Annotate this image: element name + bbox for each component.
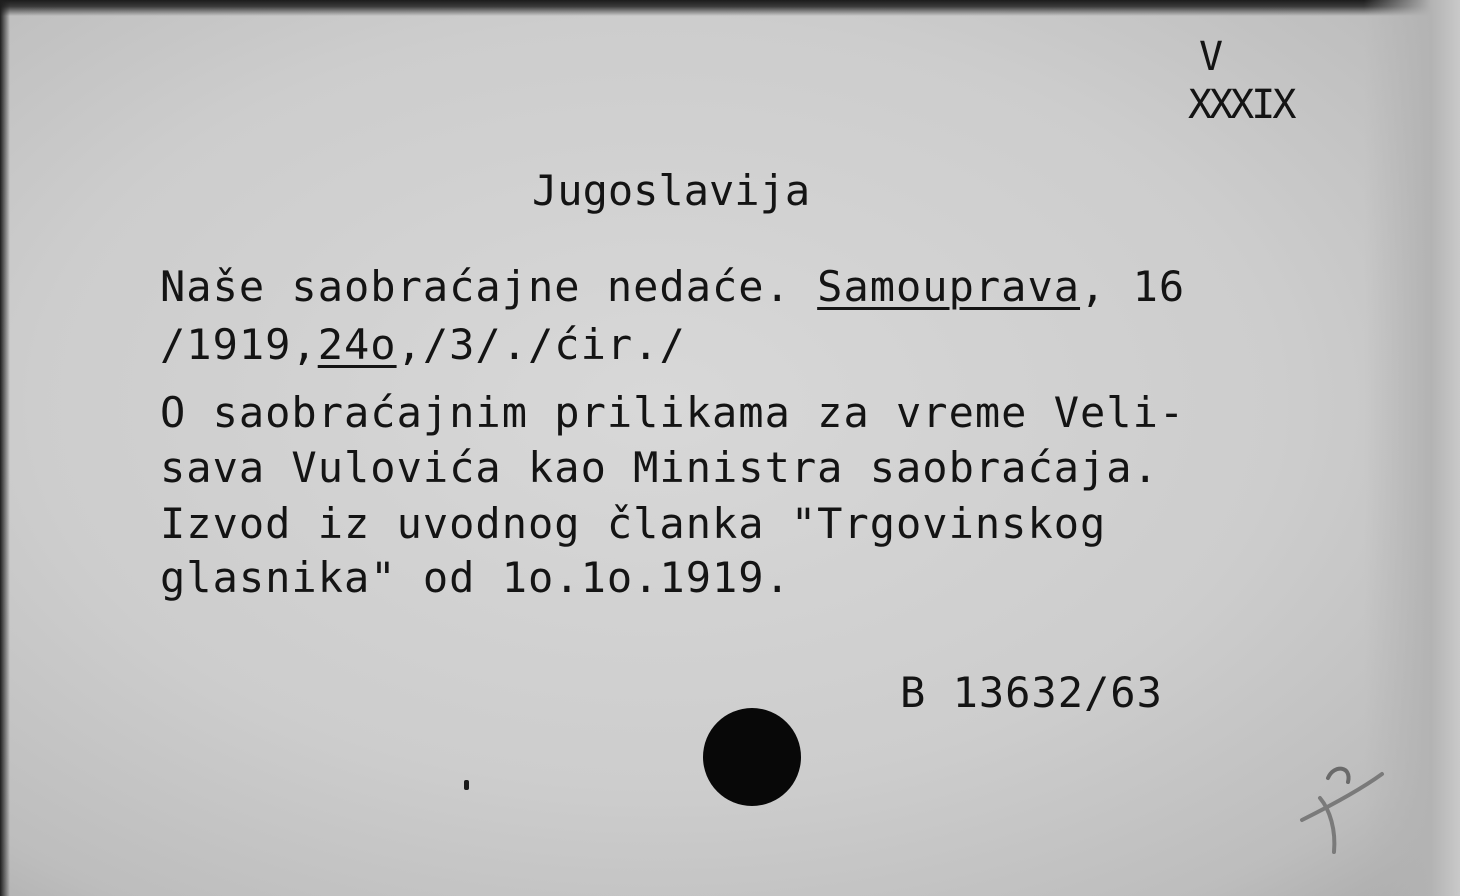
title-line — [160, 262, 1186, 311]
ink-dot — [464, 780, 469, 790]
citation-year: /1919, — [160, 320, 318, 369]
abstract-line: Izvod iz uvodnog članka "Trgovinskog — [160, 499, 1107, 548]
abstract-line: glasnika" od 1o.1o.1919. — [160, 553, 791, 602]
citation-page: 24o — [317, 320, 397, 369]
card-top-edge-shadow — [0, 0, 1460, 16]
article-title: Naše saobraćajne nedaće. — [160, 262, 818, 311]
issue-number: , 16 — [1080, 262, 1186, 311]
citation-script: /ćir./ — [528, 320, 686, 369]
pencil-mark-icon — [1290, 750, 1390, 860]
punch-hole — [703, 708, 801, 806]
citation-line — [160, 320, 686, 369]
shelf-signature: B 13632/63 — [900, 668, 1163, 717]
abstract-line: sava Vulovića kao Ministra saobraćaja. — [160, 443, 1159, 492]
abstract-line: O saobraćajnim prilikama za vreme Veli- — [160, 388, 1186, 437]
card-left-edge-shadow — [0, 0, 10, 896]
citation-issue: ,/3/. — [396, 320, 529, 369]
volume-number-line-2: XXXIX — [1188, 82, 1294, 128]
journal-name: Samouprava — [817, 262, 1081, 311]
volume-number-line-1: V — [1199, 34, 1225, 80]
subject-heading: Jugoslavija — [532, 166, 811, 215]
